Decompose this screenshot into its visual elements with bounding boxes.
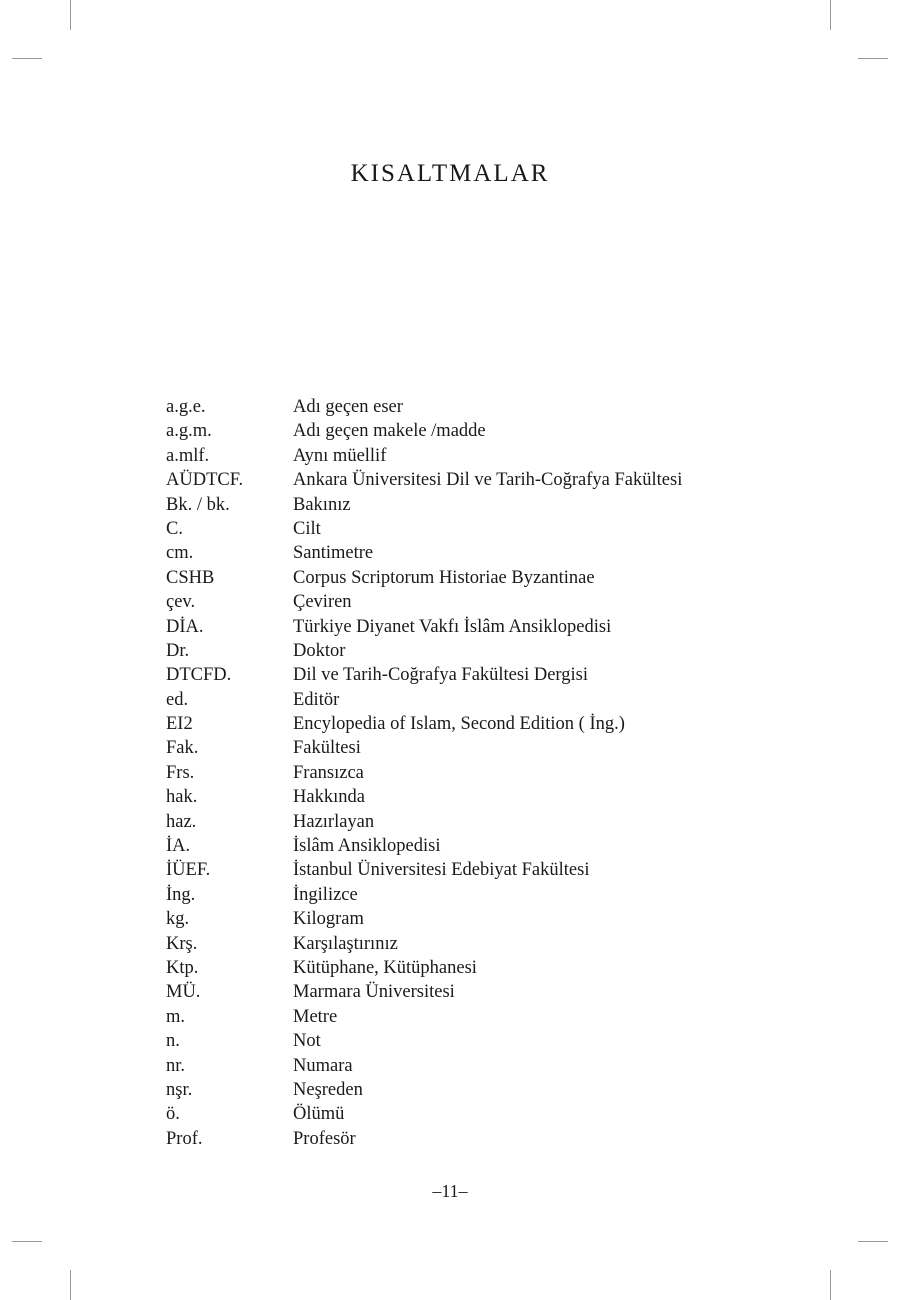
abbreviation-row — [166, 663, 766, 687]
abbreviation-row — [166, 785, 766, 809]
abbreviation-meaning: Profesör — [293, 1128, 356, 1149]
abbreviation-meaning: Hakkında — [293, 787, 365, 808]
abbreviation-meaning: İstanbul Üniversitesi Edebiyat Fakültesi — [293, 860, 590, 881]
abbreviation-meaning: İngilizce — [293, 884, 358, 905]
abbreviation-row — [166, 712, 766, 736]
abbreviation-term: EI2 — [166, 714, 193, 735]
abbreviation-meaning: İslâm Ansiklopedisi — [293, 836, 441, 857]
abbreviation-row — [166, 468, 766, 492]
abbreviation-meaning: Hazırlayan — [293, 811, 375, 832]
abbreviation-meaning: Numara — [293, 1055, 353, 1076]
abbreviation-meaning: Santimetre — [293, 543, 374, 564]
abbreviation-meaning: Marmara Üniversitesi — [293, 982, 455, 1003]
abbreviation-term: MÜ. — [166, 982, 201, 1003]
abbreviation-meaning: Bakınız — [293, 494, 351, 515]
abbreviation-meaning: Adı geçen makele /madde — [293, 421, 486, 442]
abbreviation-term: m. — [166, 1006, 186, 1027]
abbreviation-term: Frs. — [166, 762, 195, 783]
abbreviation-term: İA. — [166, 836, 191, 857]
abbreviation-meaning: Ölümü — [293, 1104, 345, 1125]
abbreviation-row — [166, 736, 766, 760]
abbreviation-row — [166, 810, 766, 834]
abbreviation-term: ö. — [166, 1104, 180, 1125]
abbreviation-row — [166, 419, 766, 443]
abbreviation-term: hak. — [166, 787, 198, 808]
abbreviation-term: haz. — [166, 811, 197, 832]
abbreviation-row — [166, 980, 766, 1004]
abbreviation-meaning: Dil ve Tarih-Coğrafya Fakültesi Dergisi — [293, 665, 588, 686]
abbreviation-row — [166, 1054, 766, 1078]
abbreviation-meaning: Türkiye Diyanet Vakfı İslâm Ansiklopedisi — [293, 616, 612, 637]
abbreviation-term: a.mlf. — [166, 445, 210, 466]
abbreviation-term: C. — [166, 518, 183, 539]
abbreviation-meaning: Not — [293, 1031, 321, 1052]
abbreviation-meaning: Cilt — [293, 518, 321, 539]
abbreviation-row — [166, 907, 766, 931]
abbreviation-row — [166, 1029, 766, 1053]
abbreviation-list — [166, 395, 766, 1151]
abbreviation-row — [166, 834, 766, 858]
abbreviation-row — [166, 1005, 766, 1029]
abbreviation-term: AÜDTCF. — [166, 470, 244, 491]
abbreviation-meaning: Kütüphane, Kütüphanesi — [293, 957, 477, 978]
abbreviation-meaning: Metre — [293, 1006, 338, 1027]
abbreviation-term: kg. — [166, 909, 190, 930]
abbreviation-meaning: Karşılaştırınız — [293, 933, 398, 954]
crop-mark-bottom-right — [830, 1270, 831, 1300]
crop-mark-left-top — [12, 58, 42, 59]
abbreviation-row — [166, 883, 766, 907]
abbreviation-meaning: Aynı müellif — [293, 445, 387, 466]
page-number: –11– — [432, 1181, 468, 1201]
abbreviation-meaning: Corpus Scriptorum Historiae Byzantinae — [293, 567, 595, 588]
abbreviation-meaning: Fakültesi — [293, 738, 361, 759]
abbreviation-term: Krş. — [166, 933, 198, 954]
abbreviation-term: Bk. / bk. — [166, 494, 230, 515]
abbreviation-row — [166, 444, 766, 468]
abbreviation-term: çev. — [166, 592, 196, 613]
abbreviation-term: Fak. — [166, 738, 199, 759]
abbreviation-row — [166, 688, 766, 712]
abbreviation-term: DTCFD. — [166, 665, 232, 686]
abbreviation-term: a.g.e. — [166, 397, 206, 417]
crop-mark-bottom-left — [70, 1270, 71, 1300]
crop-mark-right-bottom — [858, 1241, 888, 1242]
abbreviation-row — [166, 1102, 766, 1126]
abbreviation-meaning: Kilogram — [293, 909, 364, 930]
abbreviation-row — [166, 493, 766, 517]
abbreviation-meaning: Neşreden — [293, 1079, 363, 1100]
crop-mark-top-left — [70, 0, 71, 30]
abbreviation-row — [166, 517, 766, 541]
abbreviation-term: nr. — [166, 1055, 186, 1076]
abbreviation-term: Dr. — [166, 640, 190, 661]
abbreviation-row — [166, 566, 766, 590]
abbreviation-term: Ktp. — [166, 957, 199, 978]
abbreviation-term: cm. — [166, 543, 194, 564]
page-title: KISALTMALAR — [350, 160, 550, 187]
abbreviation-row — [166, 1078, 766, 1102]
abbreviation-row — [166, 590, 766, 614]
abbreviation-term: Prof. — [166, 1128, 203, 1149]
abbreviation-term: nşr. — [166, 1079, 193, 1100]
abbreviation-meaning: Fransızca — [293, 762, 364, 783]
abbreviation-meaning: Ankara Üniversitesi Dil ve Tarih-Coğrafya Fakültesi — [293, 470, 683, 491]
abbreviation-meaning: Editör — [293, 689, 340, 710]
abbreviation-meaning: Doktor — [293, 640, 346, 661]
crop-mark-left-bottom — [12, 1241, 42, 1242]
abbreviation-meaning: Encylopedia of Islam, Second Edition ( İng.) — [293, 714, 625, 735]
abbreviation-row — [166, 956, 766, 980]
crop-mark-right-top — [858, 58, 888, 59]
abbreviation-row — [166, 1127, 766, 1151]
abbreviation-term: CSHB — [166, 567, 215, 588]
abbreviation-row — [166, 639, 766, 663]
abbreviation-term: a.g.m. — [166, 421, 212, 442]
abbreviation-row — [166, 761, 766, 785]
abbreviation-row — [166, 541, 766, 565]
abbreviation-meaning: Çeviren — [293, 592, 352, 613]
abbreviation-row — [166, 615, 766, 639]
abbreviation-term: DİA. — [166, 616, 204, 637]
abbreviation-row — [166, 858, 766, 882]
abbreviation-term: İÜEF. — [166, 860, 211, 881]
abbreviation-row — [166, 395, 766, 419]
abbreviation-term: ed. — [166, 689, 189, 710]
abbreviation-term: İng. — [166, 884, 196, 905]
abbreviation-row — [166, 932, 766, 956]
abbreviation-meaning: Adı geçen eser — [293, 397, 403, 417]
abbreviation-term: n. — [166, 1031, 180, 1052]
crop-mark-top-right — [830, 0, 831, 30]
